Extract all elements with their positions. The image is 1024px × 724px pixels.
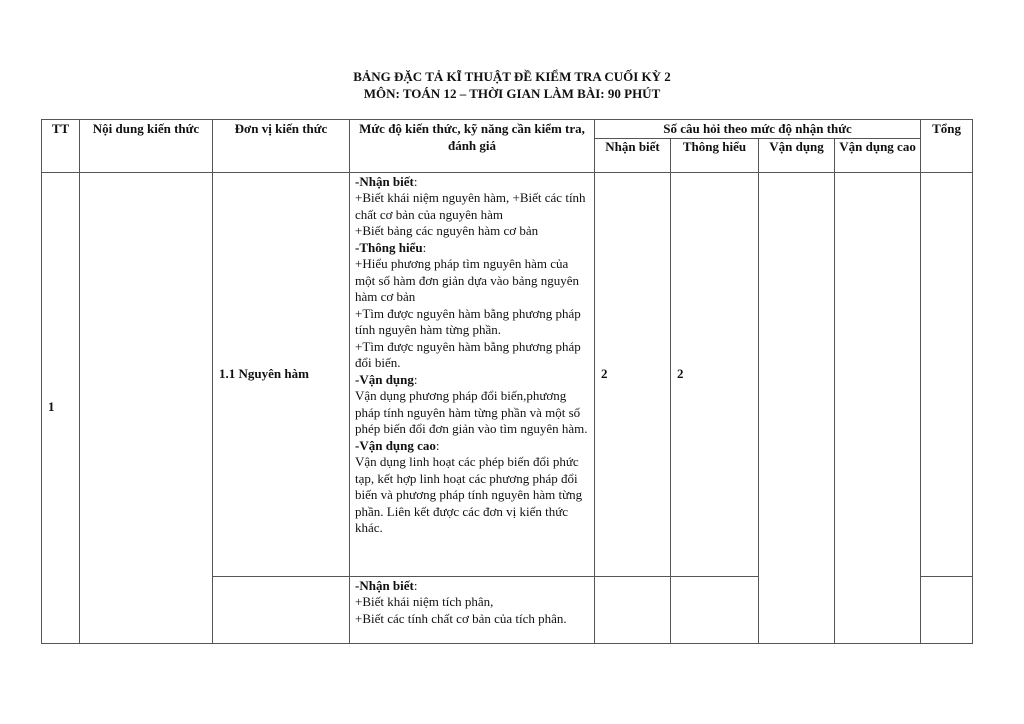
unit-cell <box>213 576 350 643</box>
header-content: Nội dung kiến thức <box>80 120 213 173</box>
header-level: Mức độ kiến thức, kỹ năng cần kiểm tra, đánh giá <box>350 120 595 173</box>
content-cell <box>80 172 213 643</box>
level-line: +Biết các tính chất cơ bản của tích phân. <box>355 610 567 626</box>
unit-cell: 1.1 Nguyên hàm <box>213 172 350 576</box>
header-apply-high: Vận dụng cao <box>835 138 921 172</box>
understand-count <box>671 576 759 643</box>
row-number: 1 <box>42 172 80 643</box>
level-line: -Vận dụng cao: <box>355 437 440 453</box>
level-line: -Thông hiểu: <box>355 239 427 255</box>
level-line: +Tìm được nguyên hàm bằng phương pháp đổi biến. <box>355 338 581 370</box>
total-count <box>921 576 973 643</box>
level-line: -Vận dụng: <box>355 371 418 387</box>
apply-count <box>759 172 835 643</box>
document-subtitle: MÔN: TOÁN 12 – THỜI GIAN LÀM BÀI: 90 PHÚT <box>363 86 661 101</box>
header-question-count: Số câu hỏi theo mức độ nhận thức <box>595 120 921 139</box>
level-line: +Biết khái niệm nguyên hàm, +Biết các tính chất cơ bản của nguyên hàm <box>355 190 586 222</box>
table-row <box>42 172 973 576</box>
recognize-count: 2 <box>595 172 671 576</box>
level-description <box>350 576 595 643</box>
header-total: Tổng <box>921 120 973 173</box>
document-title: BẢNG ĐẶC TẢ KĨ THUẬT ĐỀ KIỂM TRA CUỐI KỲ 2 <box>353 69 671 84</box>
understand-count: 2 <box>671 172 759 576</box>
header-tt: TT <box>42 120 80 173</box>
level-line: +Biết bảng các nguyên hàm cơ bản <box>355 223 539 238</box>
recognize-count <box>595 576 671 643</box>
header-recognize: Nhận biết <box>595 138 671 172</box>
level-line: -Nhận biết: <box>355 173 418 189</box>
level-line: -Nhận biết: <box>355 577 418 593</box>
apply-high-count <box>835 172 921 643</box>
level-line: +Hiểu phương pháp tìm nguyên hàm của một số hàm đơn giản dựa vào bảng nguyên hàm cơ bản <box>355 256 580 304</box>
header-unit: Đơn vị kiến thức <box>213 120 350 173</box>
level-line: +Tìm được nguyên hàm bằng phương pháp tính nguyên hàm từng phần. <box>355 305 581 337</box>
header-understand: Thông hiểu <box>671 138 759 172</box>
level-line: Vận dụng phương pháp đổi biến,phương pháp tính nguyên hàm từng phần và một số phép biến đổi đơn giản vào tìm nguyên hàm. <box>355 388 588 436</box>
level-line: Vận dụng linh hoạt các phép biến đổi phức tạp, kết hợp linh hoạt các phương pháp đổi biến và phương pháp tính nguyên hàm từng phần. Liên kết được các đơn vị kiến thức khác. <box>355 454 583 535</box>
header-apply: Vận dụng <box>759 138 835 172</box>
level-description <box>350 172 595 576</box>
total-count <box>921 172 973 576</box>
spec-table <box>41 119 973 644</box>
level-line: +Biết khái niệm tích phân, <box>355 594 494 609</box>
